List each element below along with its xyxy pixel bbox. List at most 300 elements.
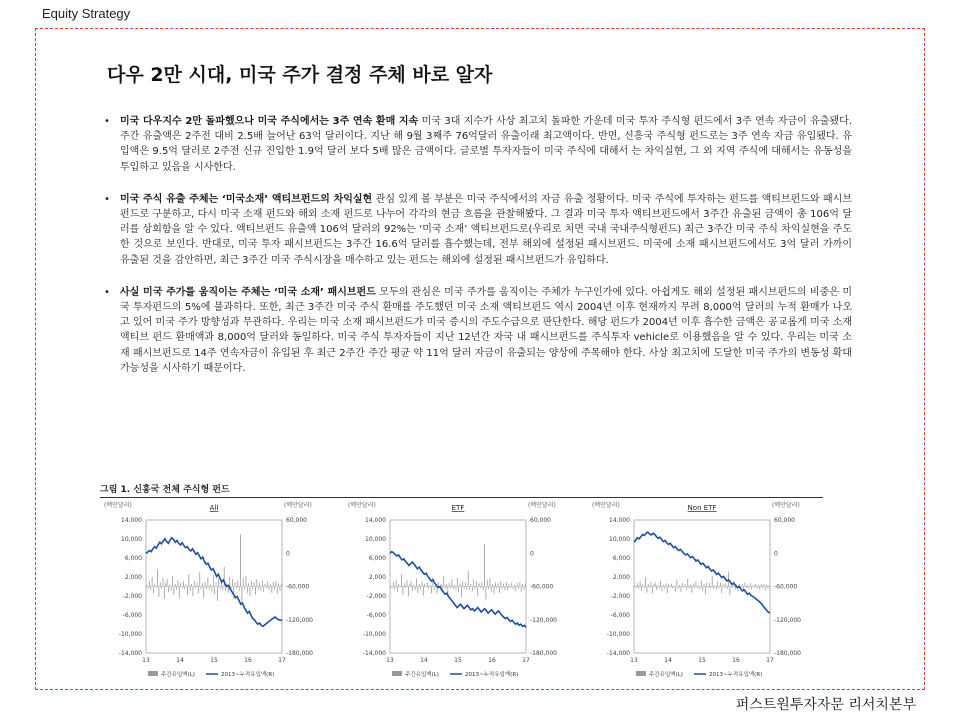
bar-mark [182, 587, 183, 588]
bar-mark [197, 583, 198, 587]
right-tick-label: 60,000 [286, 517, 307, 524]
bar-mark [464, 587, 465, 589]
left-tick-label: -14,000 [606, 650, 630, 657]
bar-mark [237, 580, 238, 586]
left-tick-label: -6,000 [610, 612, 630, 619]
bar-mark [644, 587, 645, 588]
bar-mark [472, 587, 473, 592]
bar-mark [413, 585, 414, 586]
left-tick-label: -6,000 [122, 612, 142, 619]
bar-mark [769, 585, 770, 586]
bar-mark [281, 584, 282, 587]
bar-mark [423, 587, 424, 596]
bar-mark [160, 582, 161, 586]
bar-mark [232, 579, 233, 587]
bullet-list [104, 114, 852, 393]
bar-mark [744, 583, 745, 587]
left-axis-unit-label: (백만달러) [592, 502, 620, 509]
legend-label: 2013~누적유입액(R) [465, 672, 519, 678]
bar-mark [446, 584, 447, 586]
bar-mark [495, 582, 496, 586]
bar-mark [263, 587, 264, 592]
bar-mark [411, 581, 412, 587]
chart-title: ETF [451, 504, 465, 512]
chart-etf-svg [344, 498, 579, 686]
bar-mark [723, 584, 724, 586]
bar-mark [167, 579, 168, 586]
legend-label: 주간유입액(L) [649, 672, 683, 678]
bar-mark [390, 586, 391, 587]
bar-mark [651, 582, 652, 587]
bar-mark [725, 583, 726, 586]
bar-mark [228, 587, 229, 593]
x-tick-label: 14 [420, 657, 428, 664]
right-tick-label: -120,000 [774, 616, 801, 624]
x-tick-label: 15 [454, 657, 462, 664]
bar-mark [766, 585, 767, 587]
bar-mark [491, 587, 492, 592]
right-tick-label: 0 [530, 550, 534, 558]
bar-mark [424, 584, 425, 587]
bar-mark [149, 581, 150, 587]
bar-mark [458, 587, 459, 593]
bar-mark [427, 583, 428, 587]
bar-mark [465, 582, 466, 586]
left-tick-label: -2,000 [366, 593, 386, 600]
bar-mark [753, 585, 754, 586]
bar-mark [212, 587, 213, 592]
bar-mark [521, 587, 522, 592]
bar-mark [524, 587, 525, 590]
bar-mark [514, 585, 515, 587]
bar-mark [724, 587, 725, 588]
bar-mark [641, 587, 642, 591]
bar-mark [415, 587, 416, 590]
bar-mark [503, 584, 504, 587]
bar-mark [761, 584, 762, 586]
bar-mark [668, 584, 669, 586]
bar-mark [154, 584, 155, 587]
bar-mark [153, 587, 154, 594]
bar-mark [693, 584, 694, 587]
bar-mark [698, 586, 699, 587]
bar-mark [717, 581, 718, 586]
bar-mark [218, 579, 219, 586]
left-tick-label: 10,000 [365, 536, 386, 543]
bar-mark [638, 587, 639, 589]
bar-mark [236, 587, 237, 589]
bar-mark [159, 587, 160, 597]
bar-mark [645, 577, 646, 586]
bar-mark [270, 584, 271, 586]
chart-non-etf-svg [588, 498, 823, 686]
bar-mark [498, 583, 499, 586]
bar-mark [213, 575, 214, 586]
bar-mark [269, 587, 270, 591]
bar-mark [490, 578, 491, 586]
bar-mark [496, 587, 497, 589]
bar-mark [278, 583, 279, 586]
bar-mark [274, 587, 275, 590]
bar-mark [419, 584, 420, 586]
bar-mark [265, 584, 266, 587]
x-tick-label: 15 [698, 657, 706, 664]
bar-mark [251, 581, 252, 587]
bar-mark [246, 576, 247, 586]
bullet-item [104, 285, 852, 376]
bar-mark [710, 587, 711, 589]
right-tick-label: -180,000 [774, 650, 801, 657]
bar-mark [763, 584, 764, 587]
bar-mark [476, 581, 477, 587]
right-tick-label: -120,000 [286, 616, 313, 624]
bar-mark [687, 579, 688, 587]
left-axis-unit-label: (백만달러) [104, 502, 132, 509]
bar-mark [202, 583, 203, 586]
bar-mark [431, 587, 432, 594]
bar-mark [757, 587, 758, 589]
x-tick-label: 16 [488, 657, 496, 664]
right-tick-label: 60,000 [774, 517, 795, 524]
bar-mark [209, 587, 210, 590]
bar-mark [671, 584, 672, 587]
legend-bar-swatch [148, 671, 158, 676]
bar-mark [502, 587, 503, 589]
bar-mark [393, 582, 394, 586]
bar-mark [515, 587, 516, 592]
bar-mark [248, 583, 249, 586]
bar-mark [207, 577, 208, 586]
bar-mark [262, 580, 263, 586]
left-tick-label: 10,000 [609, 536, 630, 543]
bar-mark [697, 587, 698, 589]
bar-mark [716, 587, 717, 590]
bar-mark [216, 582, 217, 586]
bar-mark [420, 587, 421, 589]
bar-mark [661, 587, 662, 592]
legend-label: 2013~누적유입액(R) [709, 672, 763, 678]
bar-mark [663, 585, 664, 587]
bar-mark [481, 582, 482, 587]
bar-mark [428, 587, 429, 589]
bar-mark [678, 587, 679, 589]
cumulative-line [634, 532, 770, 613]
bar-mark [522, 584, 523, 586]
bar-mark [513, 587, 514, 590]
bar-mark [485, 587, 486, 600]
bar-mark [405, 587, 406, 588]
bar-mark [642, 585, 643, 587]
bar-mark [275, 581, 276, 587]
bar-mark [191, 584, 192, 586]
bar-mark [244, 587, 245, 590]
bar-mark [453, 587, 454, 589]
bar-mark [252, 587, 253, 589]
bar-mark [438, 582, 439, 586]
bar-mark [394, 587, 395, 590]
bar-mark [713, 587, 714, 589]
bar-mark [695, 582, 696, 587]
bar-mark [171, 587, 172, 591]
bar-mark [747, 585, 748, 587]
bar-mark [280, 587, 281, 591]
section-label: Equity Strategy [42, 6, 131, 21]
right-tick-label: -60,000 [530, 583, 554, 591]
left-tick-label: 6,000 [124, 555, 142, 562]
bar-mark [203, 587, 204, 598]
bullet-item [104, 114, 852, 175]
left-tick-label: -10,000 [362, 631, 386, 638]
bar-mark [700, 587, 701, 590]
bar-mark [682, 583, 683, 586]
bar-mark [648, 584, 649, 586]
bar-mark [506, 582, 507, 587]
bar-mark [150, 587, 151, 591]
bar-mark [492, 584, 493, 586]
bar-mark [701, 580, 702, 586]
bar-mark [705, 587, 706, 595]
bar-mark [235, 582, 236, 586]
bar-mark [247, 587, 248, 594]
bar-mark [176, 587, 177, 590]
bar-mark [168, 587, 169, 593]
bar-mark [432, 577, 433, 587]
bar-mark [407, 580, 408, 587]
bar-mark [156, 587, 157, 588]
bar-mark [462, 581, 463, 586]
bar-mark [163, 578, 164, 587]
bar-mark [416, 578, 417, 586]
bar-mark [187, 587, 188, 596]
bar-mark [146, 585, 147, 586]
x-tick-label: 13 [630, 657, 638, 664]
bar-mark [475, 587, 476, 589]
bar-mark [507, 587, 508, 591]
bar-mark [184, 587, 185, 590]
left-tick-label: 10,000 [121, 536, 142, 543]
bar-mark [708, 587, 709, 588]
bar-mark [273, 582, 274, 586]
right-tick-label: 0 [286, 550, 290, 558]
bar-mark [198, 587, 199, 594]
bar-mark [157, 570, 158, 587]
bar-mark [518, 587, 519, 589]
left-tick-label: 6,000 [368, 555, 386, 562]
legend-bar-swatch [636, 671, 646, 676]
left-tick-label: -2,000 [610, 593, 630, 600]
bar-mark [214, 587, 215, 595]
left-tick-label: -6,000 [366, 612, 386, 619]
footer-source: 퍼스트원투자자문 리서치본부 [735, 697, 916, 713]
bar-mark [172, 576, 173, 586]
bar-mark [657, 585, 658, 586]
bar-mark [735, 587, 736, 590]
right-axis-unit-label: (백만달러) [284, 502, 312, 509]
bar-mark [466, 587, 467, 590]
bar-mark [194, 581, 195, 587]
bar-mark [510, 587, 511, 588]
bar-mark [694, 587, 695, 588]
x-tick-label: 13 [142, 657, 150, 664]
bar-mark [494, 587, 495, 594]
cumulative-line [390, 552, 526, 628]
right-tick-label: -120,000 [530, 616, 557, 624]
bar-mark [685, 584, 686, 586]
bar-mark [461, 587, 462, 598]
bar-mark [169, 585, 170, 587]
bullet-text: 관심 있게 볼 부분은 미국 주식에서의 자금 유출 정황이다. 미국 주식에 투자하는 펀드를 액티브펀드와 패시브 펀드로 구분하고, 다시 미국 소재 펀드와 해외 소재 펀드로 나누어 각각의 현금 흐름을 관찰해봤다. 그 결과 미국 투자 액티브펀드에서 3주간 유출된 금액이 총 106억 달러를 상회함을 알 수 있다. 액티브펀드 유출액 106억 달러의 92%는 ‘미국 소재’ 액티브펀드로(우리로 치면 국내 국내주식형펀드) 최근 3주간 미국 주식 차익실현을 주도한 것으로 보인다. 반대로, 미국 투자 패시브펀드는 3주간 16.6억 달러를 흡수했는데, 전부 해외에 설정된 패시브펀드. 미국에 소재 패시브펀드에서도 3억 달러 가까이 유출된 것을 감안하면, 최근 3주간 미국 주식시장을 매수하고 있는 펀드는 해외에 설정된 패시브펀드가 유입하다. [120, 193, 852, 266]
bar-mark [454, 585, 455, 586]
left-tick-label: 14,000 [121, 517, 142, 524]
bar-mark [649, 587, 650, 588]
bar-mark [750, 583, 751, 586]
bar-mark [206, 587, 207, 589]
bar-mark [456, 587, 457, 591]
x-tick-label: 14 [176, 657, 184, 664]
bar-mark [408, 587, 409, 597]
bar-mark [672, 587, 673, 589]
bar-mark [652, 587, 653, 594]
bar-mark [392, 587, 393, 589]
bar-mark [271, 587, 272, 593]
bar-mark [277, 587, 278, 594]
figure-charts [100, 498, 823, 686]
bar-mark [636, 587, 637, 588]
bar-mark [190, 587, 191, 591]
chart-title: All [209, 504, 219, 512]
bar-mark [255, 587, 256, 595]
bar-mark [712, 576, 713, 586]
left-tick-label: -14,000 [362, 650, 386, 657]
bar-mark [704, 584, 705, 586]
bar-mark [681, 587, 682, 592]
bar-mark [240, 534, 241, 586]
bar-mark [468, 571, 469, 586]
bar-mark [732, 587, 733, 588]
bar-mark [152, 577, 153, 587]
bar-mark [450, 587, 451, 589]
bar-mark [180, 583, 181, 587]
bar-mark [488, 587, 489, 589]
page-title: 다우 2만 시대, 미국 주가 결정 주체 바로 알자 [107, 64, 493, 86]
bar-mark [417, 587, 418, 594]
bar-mark [254, 582, 255, 586]
bar-mark [250, 587, 251, 597]
bar-mark [719, 587, 720, 589]
legend-bar-swatch [392, 671, 402, 676]
bar-mark [479, 583, 480, 586]
right-tick-label: -180,000 [286, 650, 313, 657]
left-tick-label: -10,000 [118, 631, 142, 638]
right-tick-label: -180,000 [530, 650, 557, 657]
bar-mark [683, 587, 684, 588]
right-tick-label: 60,000 [530, 517, 551, 524]
bar-mark [205, 582, 206, 587]
bar-mark [397, 587, 398, 592]
bar-mark [742, 584, 743, 586]
right-tick-label: -60,000 [774, 583, 798, 591]
bar-mark [193, 587, 194, 597]
bar-mark [457, 578, 458, 587]
bar-mark [670, 587, 671, 588]
bar-mark [746, 587, 747, 588]
bar-mark [422, 582, 423, 587]
left-tick-label: 2,000 [368, 574, 386, 581]
bar-mark [659, 587, 660, 589]
bar-mark [266, 587, 267, 589]
figure-title: 그림 1. 신흥국 전체 주식형 펀드 [100, 482, 823, 498]
bar-mark [401, 574, 402, 586]
bar-mark [267, 581, 268, 586]
bar-mark [676, 580, 677, 587]
x-tick-label: 14 [664, 657, 672, 664]
bar-mark [434, 587, 435, 590]
bar-mark [640, 581, 641, 586]
bar-mark [525, 584, 526, 586]
bar-mark [729, 587, 730, 596]
bar-mark [148, 587, 149, 589]
bar-mark [161, 587, 162, 589]
bar-mark [487, 580, 488, 587]
left-tick-label: -2,000 [122, 593, 142, 600]
bar-mark [509, 584, 510, 586]
bar-mark [403, 587, 404, 596]
bar-mark [484, 544, 485, 587]
bar-mark [409, 584, 410, 586]
bar-mark [666, 583, 667, 586]
x-tick-label: 16 [732, 657, 740, 664]
bar-mark [404, 583, 405, 586]
bar-mark [754, 587, 755, 588]
bar-mark [765, 587, 766, 591]
bar-mark [656, 587, 657, 590]
bar-mark [178, 580, 179, 586]
bar-mark [500, 581, 501, 586]
legend-label: 2013~누적유입액(R) [221, 672, 275, 678]
left-tick-label: 6,000 [612, 555, 630, 562]
bar-mark [511, 583, 512, 587]
bar-mark [412, 587, 413, 591]
bar-mark [721, 587, 722, 594]
bar-mark [220, 587, 221, 589]
bar-mark [477, 587, 478, 597]
bar-mark [261, 587, 262, 591]
bar-mark [222, 587, 223, 591]
bullet-item [104, 192, 852, 268]
bar-mark [210, 585, 211, 587]
x-tick-label: 17 [522, 657, 530, 664]
chart-panel-etf [344, 498, 579, 686]
bar-mark [460, 583, 461, 586]
bar-mark [519, 582, 520, 586]
bar-mark [229, 577, 230, 587]
bullet-text: 미국 3대 지수가 사상 최고치 돌파한 가운데 미국 투자 주식형 펀드에서 3주 연속 자금이 유출됐다. 주간 유출액은 2주전 대비 2.5배 늘어난 63억 달러이다. 지난 해 9월 3째주 76억달러 유출이래 최고액이다. 반면, 신흥국 주식형 펀드로는 3주 연속 자금 유입됐다. 유입액은 9.5억 달러로 2주전 신규 진입한 1.9억 달러 보다 5배 많은 금액이다. 글로벌 투자자들이 미국 주식에 대해서 는 차익실현, 그 외 지역 주식에 대해서는 유동성을 투입하고 있음을 시사한다. [120, 116, 852, 173]
bar-mark [691, 587, 692, 593]
bar-mark [480, 587, 481, 588]
right-axis-unit-label: (백만달러) [528, 502, 556, 509]
bar-mark [443, 576, 444, 587]
x-tick-label: 13 [386, 657, 394, 664]
bar-mark [686, 587, 687, 591]
bar-mark [690, 585, 691, 587]
bar-mark [647, 587, 648, 593]
bar-mark [179, 587, 180, 599]
left-tick-label: 14,000 [609, 517, 630, 524]
bar-mark [243, 578, 244, 587]
bar-mark [175, 584, 176, 587]
bar-mark [164, 587, 165, 599]
bar-mark [441, 584, 442, 587]
